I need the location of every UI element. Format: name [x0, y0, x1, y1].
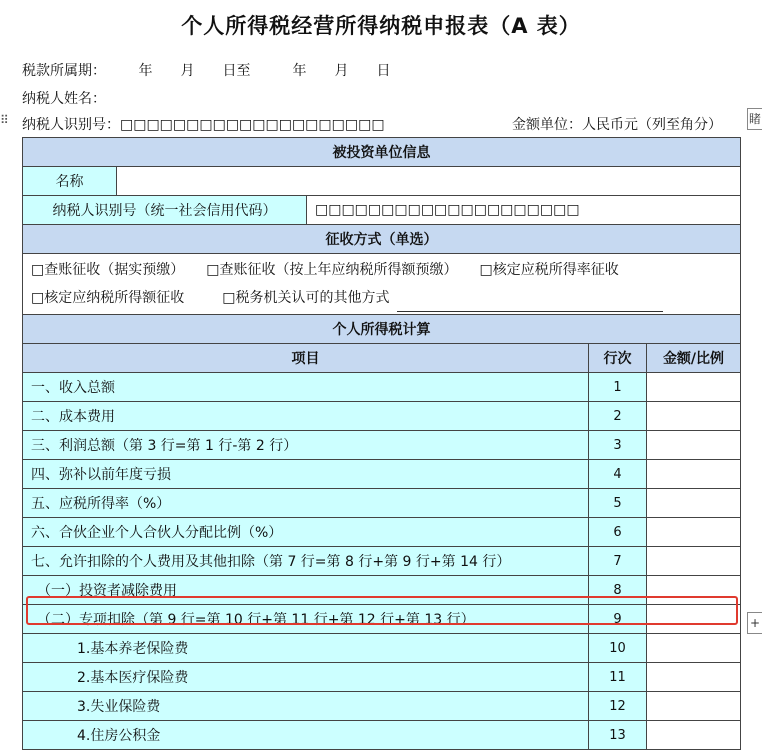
row-label: （二）专项扣除（第 9 行=第 10 行+第 11 行+第 12 行+第 13 行） [23, 605, 589, 634]
row-number: 4 [589, 460, 647, 489]
amount-cell[interactable] [647, 431, 741, 460]
form-title: 个人所得税经营所得纳税申报表（A 表） [181, 14, 581, 38]
tax-period-label: 税款所属期： [22, 63, 106, 79]
amount-cell[interactable] [647, 721, 741, 750]
amount-cell[interactable] [647, 402, 741, 431]
tax-period [22, 60, 390, 80]
other-method-line[interactable] [397, 297, 663, 312]
tax-period-value: 年 月 日至 年 月 日 [138, 63, 391, 79]
credit-code-label: 纳税人识别号（统一社会信用代码） [23, 196, 307, 225]
table-row [23, 576, 741, 605]
row-number: 3 [589, 431, 647, 460]
tax-form-table [22, 137, 741, 750]
amount-cell[interactable] [647, 489, 741, 518]
row-number: 1 [589, 373, 647, 402]
calc-section-header: 个人所得税计算 [23, 315, 741, 344]
row-label: （一）投资者减除费用 [23, 576, 589, 605]
table-row [23, 460, 741, 489]
row-label: 一、收入总额 [23, 373, 589, 402]
table-row [23, 721, 741, 750]
side-tab-button[interactable]: 睹 [747, 108, 762, 130]
row-number: 9 [589, 605, 647, 634]
investee-name-label: 名称 [23, 167, 117, 196]
taxpayer-name-label: 纳税人姓名： [22, 91, 106, 107]
row-number: 11 [589, 663, 647, 692]
row-number: 13 [589, 721, 647, 750]
method-option[interactable]: □核定应税所得率征收 [479, 262, 619, 278]
row-label: 二、成本费用 [23, 402, 589, 431]
table-row [23, 489, 741, 518]
row-label: 七、允许扣除的个人费用及其他扣除（第 7 行=第 8 行+第 9 行+第 14 行） [23, 547, 589, 576]
row-label: 2.基本医疗保险费 [23, 663, 589, 692]
table-row [23, 634, 741, 663]
column-header-row: 行次 [589, 344, 647, 373]
investee-name-input[interactable] [117, 167, 741, 196]
row-label: 四、弥补以前年度亏损 [23, 460, 589, 489]
row-number: 7 [589, 547, 647, 576]
add-row-plus-icon[interactable]: + [747, 612, 762, 634]
table-row [23, 692, 741, 721]
collection-methods [23, 254, 741, 315]
amount-cell[interactable] [647, 605, 741, 634]
method-section-header: 征收方式（单选） [23, 225, 741, 254]
row-label: 3.失业保险费 [23, 692, 589, 721]
row-label: 三、利润总额（第 3 行=第 1 行-第 2 行） [23, 431, 589, 460]
credit-code-boxes[interactable]: □□□□□□□□□□□□□□□□□□□□ [307, 196, 741, 225]
table-row [23, 373, 741, 402]
table-row [23, 518, 741, 547]
investee-section-header: 被投资单位信息 [23, 138, 741, 167]
amount-cell[interactable] [647, 373, 741, 402]
column-header-amount: 金额/比例 [647, 344, 741, 373]
amount-cell[interactable] [647, 692, 741, 721]
table-row-highlighted [23, 605, 741, 634]
column-header-item: 项目 [23, 344, 589, 373]
taxpayer-id-label: 纳税人识别号： [22, 117, 120, 133]
method-option[interactable]: □税务机关认可的其他方式 [222, 290, 390, 306]
row-number: 5 [589, 489, 647, 518]
amount-unit: 金额单位：人民币元（列至角分） [512, 117, 722, 133]
row-number: 12 [589, 692, 647, 721]
table-row [23, 547, 741, 576]
table-row [23, 402, 741, 431]
row-number: 8 [589, 576, 647, 605]
row-number: 2 [589, 402, 647, 431]
table-row [23, 663, 741, 692]
method-option[interactable]: □查账征收（据实预缴） [31, 262, 185, 278]
method-option[interactable]: □核定应纳税所得额征收 [31, 290, 185, 306]
row-label: 五、应税所得率（%） [23, 489, 589, 518]
row-label: 1.基本养老保险费 [23, 634, 589, 663]
taxpayer-id-boxes[interactable]: □□□□□□□□□□□□□□□□□□□□ [120, 117, 385, 133]
method-option[interactable]: □查账征收（按上年应纳税所得额预缴） [206, 262, 458, 278]
row-label: 4.住房公积金 [23, 721, 589, 750]
amount-cell[interactable] [647, 634, 741, 663]
amount-cell[interactable] [647, 576, 741, 605]
amount-cell[interactable] [647, 547, 741, 576]
row-number: 6 [589, 518, 647, 547]
amount-cell[interactable] [647, 460, 741, 489]
table-row [23, 431, 741, 460]
row-number: 10 [589, 634, 647, 663]
row-label: 六、合伙企业个人合伙人分配比例（%） [23, 518, 589, 547]
amount-cell[interactable] [647, 663, 741, 692]
taxpayer-id [22, 114, 385, 134]
drag-handle-icon[interactable]: ⠿ [0, 113, 9, 127]
amount-cell[interactable] [647, 518, 741, 547]
